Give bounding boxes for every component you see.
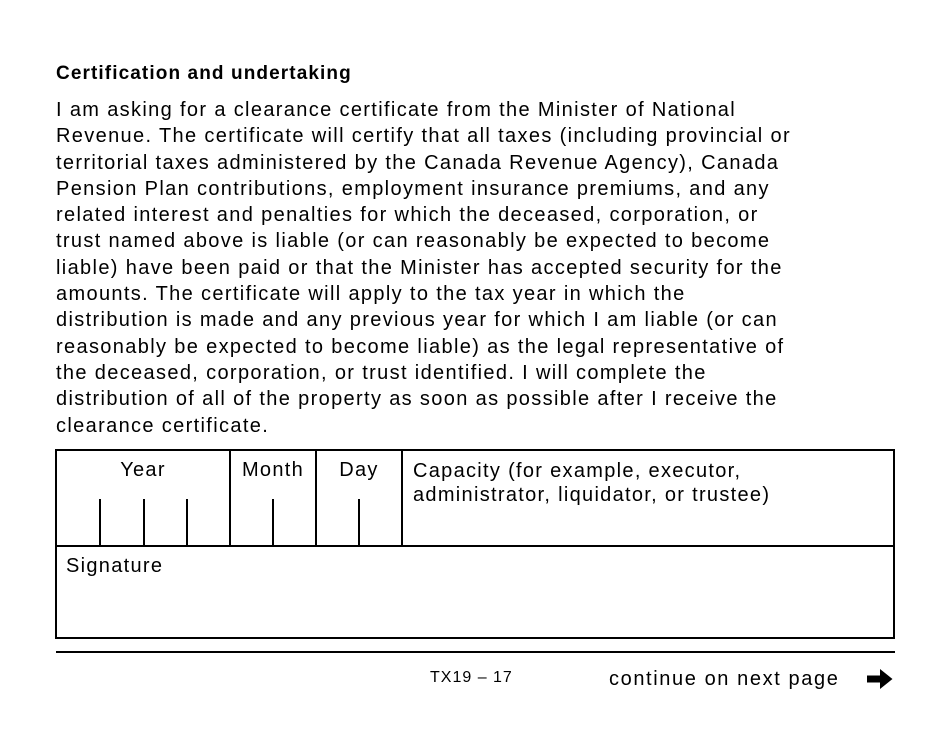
page-code: TX19 – 17 xyxy=(430,669,513,686)
continue-label: continue on next page xyxy=(609,668,840,690)
date-capacity-row xyxy=(57,451,893,547)
paragraph-line: clearance certificate. xyxy=(56,414,270,437)
paragraph-line: trust named above is liable (or can reasonably be expected to become xyxy=(56,230,771,253)
signature-field[interactable] xyxy=(57,547,893,637)
paragraph-line: distribution of all of the property as soon as possible after I receive the xyxy=(56,388,778,411)
paragraph-line: distribution is made and any previous year for which I am liable (or can xyxy=(56,309,778,332)
right-arrow-icon xyxy=(866,667,894,691)
paragraph-line: Pension Plan contributions, employment insurance premiums, and any xyxy=(56,177,770,200)
month-field[interactable] xyxy=(231,451,317,545)
paragraph-line: amounts. The certificate will apply to the tax year in which the xyxy=(56,283,686,306)
paragraph-line: reasonably be expected to become liable) as the legal representative of xyxy=(56,335,785,358)
certification-form xyxy=(55,449,895,639)
day-digit-divider xyxy=(358,499,360,545)
capacity-field[interactable] xyxy=(403,451,893,545)
paragraph-line: liable) have been paid or that the Minister has accepted security for the xyxy=(56,256,783,279)
signature-label: Signature xyxy=(66,555,164,577)
capacity-label: Capacity (for example, executor, administrator, liquidator, or trustee) xyxy=(413,460,771,506)
day-field[interactable] xyxy=(317,451,403,545)
paragraph-line: related interest and penalties for which the deceased, corporation, or xyxy=(56,204,759,227)
paragraph-line: territorial taxes administered by the Canada Revenue Agency), Canada xyxy=(56,151,780,174)
year-digit-divider xyxy=(186,499,188,545)
paragraph-line: I am asking for a clearance certificate from the Minister of National xyxy=(56,99,737,121)
paragraph-line: Revenue. The certificate will certify that all taxes (including provincial or xyxy=(56,125,791,148)
footer-divider xyxy=(56,651,895,653)
certification-paragraph xyxy=(56,97,906,439)
section-heading: Certification and undertaking xyxy=(56,63,352,84)
year-field[interactable] xyxy=(57,451,231,545)
paragraph-line: the deceased, corporation, or trust identified. I will complete the xyxy=(56,361,707,384)
month-label: Month xyxy=(241,459,305,481)
year-label: Year xyxy=(120,459,166,481)
year-digit-divider xyxy=(99,499,101,545)
year-digit-divider xyxy=(143,499,145,545)
month-digit-divider xyxy=(272,499,274,545)
day-label: Day xyxy=(339,459,379,481)
